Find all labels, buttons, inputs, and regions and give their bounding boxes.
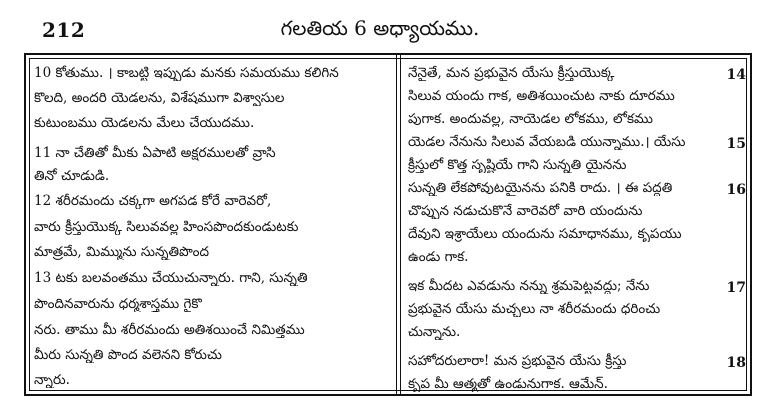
verse-number: 18 (726, 355, 746, 371)
right-line: చున్నాను. (408, 324, 461, 340)
right-line: పుగాక. అందువల్ల, నాయెడల లోకము, లోకము (408, 111, 653, 127)
right-line: దేవుని ఇశ్రాయేలు యందును సమాధానము, కృపయు (408, 226, 682, 242)
verse-number: 17 (726, 280, 746, 296)
chapter-title: గలతియ 6 అధ్యాయము. (280, 16, 480, 40)
verse-number: 14 (726, 67, 746, 83)
right-line: నేనైతే, మన ప్రభువైన యేసు క్రీస్తుయొక్క (408, 65, 615, 81)
left-line: 13 టకు బలవంతము చేయుచున్నారు. గాని, సున్నతి (34, 270, 308, 286)
left-line: నరు. తాము మీ శరీరమందు అతిశయించే నిమిత్తము (34, 322, 305, 338)
left-line: 12 శరీరమందు చక్కగా అగపడ కోరే వారెవరో, (34, 193, 272, 209)
left-line: కుటుంబము యెడలను మేలు చేయుదము. (34, 115, 255, 131)
page-number: 212 (42, 18, 86, 42)
left-line: వారు క్రీస్తుయొక్క సిలువవల్ల హింసపొందకుండుటకు (34, 219, 299, 235)
left-line: కొలది, అందరి యెడలను, విశేషముగా విశ్వాసుల (34, 90, 285, 106)
left-line: 11 నా చేతితో మీకు ఏపాటి అక్షరములతో వ్రాసి (34, 145, 276, 161)
column-divider (400, 55, 401, 394)
right-line: ఇక మీదట ఎవడును నన్ను శ్రమపెట్టవద్దు; నేను (408, 278, 650, 294)
right-line: కృప మీ ఆత్మతో ఉండునుగాక. ఆమేన్. (408, 376, 608, 392)
right-line: ఉండు గాక. (408, 249, 469, 265)
left-line: న్నారు. (34, 372, 70, 388)
right-line: యెడల నేనును సిలువ వేయబడి యున్నాము.। యేసు (408, 134, 686, 150)
right-line: సున్నతి లేకపోవుటయైనను పనికి రాదు. । ఈ పద్ధతి (408, 180, 673, 196)
left-line: మాత్రమే, మిమ్మును సున్నతిపొంద (34, 244, 209, 260)
left-line: 10 కోతుము. । కాబట్టి ఇప్పుడు మనకు సమయము కలిగిన (34, 65, 339, 81)
column-divider (396, 55, 397, 394)
left-line: మీరు సున్నతి పొంద వలెనని కోరుచు (34, 347, 222, 363)
left-line: తినో చూడుడి. (34, 168, 110, 184)
right-line: చొప్పున నడుచుకొనే వారెవరో వారి యందును (408, 203, 643, 219)
verse-number: 15 (726, 136, 746, 152)
right-line: సహోదరులారా! మన ప్రభువైన యేసు క్రీస్తు (408, 353, 627, 369)
right-line: ప్రభువైన యేసు మచ్చలు నా శరీరమందు ధరించు (408, 301, 661, 317)
right-line: క్రీస్తులో కొత్త సృష్టియే గాని సున్నతి యైనను (408, 157, 627, 173)
right-line: సిలువ యందు గాక, అతిశయించుట నాకు దూరము (408, 88, 675, 104)
left-line: పొందినవారును ధర్మశాస్త్రము గైకొ (34, 296, 202, 312)
verse-number: 16 (726, 182, 746, 198)
